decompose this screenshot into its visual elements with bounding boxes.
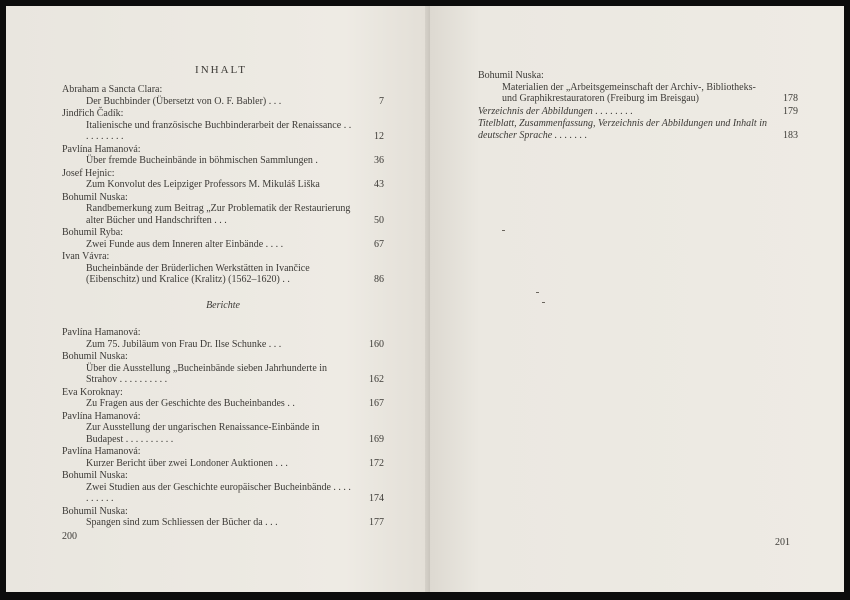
toc-title: [478, 106, 768, 118]
toc-page-number: 177: [369, 517, 384, 528]
toc-title: [86, 179, 354, 191]
toc-title-text: Zu Fragen aus der Geschichte des Bucheinbandes: [86, 398, 285, 409]
toc-title-text: Der Buchbinder (Übersetzt von O. F. Babler): [86, 95, 267, 107]
toc-title-text: Titelblatt, Zusammenfassung, Verzeichnis der Abbildungen und Inhalt in deutscher Sprache: [478, 118, 767, 141]
toc-author: Bohumil Ryba:: [62, 227, 123, 238]
toc-title-line: [62, 203, 384, 226]
toc-page-number: 162: [369, 374, 384, 385]
toc-title: [86, 155, 354, 167]
toc-page-number: 172: [369, 457, 384, 469]
toc-title-text: Randbemerkung zum Beitrag „Zur Problematik der Restaurierung alter Bücher und Handschriften: [86, 203, 351, 226]
toc-title-line: [62, 458, 384, 470]
toc-page-number: 36: [374, 155, 384, 166]
toc-page-number: 160: [369, 338, 384, 350]
toc-title-line: [62, 363, 384, 386]
toc-author: Bohumil Nuska:: [62, 351, 128, 362]
toc-title: [86, 482, 354, 505]
toc-leader-dots: . . . .: [263, 238, 284, 250]
toc-title-line: [62, 179, 384, 191]
toc-entry: [62, 387, 384, 410]
toc-leader-dots: . . . . . . . . . .: [86, 119, 352, 142]
toc-title-line: [62, 482, 384, 505]
toc-leader-dots: . . . . . . . .: [592, 105, 633, 117]
toc-title: [86, 458, 354, 470]
toc-author: Bohumil Nuska:: [62, 470, 128, 481]
toc-entry: [62, 144, 384, 167]
toc-entry: [478, 70, 798, 105]
toc-title-text: Verzeichnis der Abbildungen: [478, 105, 593, 117]
toc-title-line: [62, 263, 384, 286]
toc-title-line: [62, 155, 384, 167]
toc-title-text: Über die Ausstellung „Bucheinbände sieben Jahrhunderte in Strahov: [86, 362, 328, 385]
toc-entry: [62, 168, 384, 191]
toc-page-number: 167: [369, 398, 384, 409]
toc-page-number: 178: [783, 93, 798, 104]
toc-page-number: 12: [374, 131, 384, 142]
toc-leader-dots: . . .: [211, 214, 227, 226]
toc-author: Pavlína Hamanová:: [62, 446, 141, 457]
toc-title: [86, 120, 354, 143]
toc-author: Bohumil Nuska:: [62, 505, 128, 517]
toc-entry: [62, 351, 384, 386]
toc-title-text: Bucheinbände der Brüderlichen Werkstätten in Ivančice (Eibenschitz) und Kralice (Kralitz) (1562–1620): [86, 262, 310, 285]
toc-leader-dots: . . . . . . .: [552, 129, 588, 141]
toc-title-line: [62, 96, 384, 108]
toc-entry: [62, 327, 384, 350]
toc-author: Jindřich Čadík:: [62, 108, 124, 119]
toc-leader-dots: . . .: [266, 95, 282, 107]
toc-leader-dots: . . . . . . . . . .: [123, 433, 174, 445]
contents-list: [62, 84, 384, 530]
toc-author: Pavlína Hamanová:: [62, 143, 141, 155]
toc-leader-dots: . . .: [266, 338, 282, 350]
toc-title-line: [62, 239, 384, 251]
toc-entry: [62, 192, 384, 227]
toc-page-number: 179: [783, 105, 798, 117]
toc-author: Pavlína Hamanová:: [62, 327, 141, 338]
toc-page-number: 169: [369, 433, 384, 445]
toc-author: Abraham a Sancta Clara:: [62, 84, 163, 95]
page-number-left: 200: [62, 531, 77, 542]
toc-entry: [62, 506, 384, 529]
toc-page-number: 67: [374, 238, 384, 250]
toc-title-line: [62, 422, 384, 445]
toc-title-text: Zur Ausstellung der ungarischen Renaissance-Einbände in Budapest: [86, 422, 320, 445]
toc-author: Bohumil Nuska:: [478, 70, 544, 81]
toc-entry: [62, 446, 384, 469]
left-page: [6, 6, 430, 592]
toc-entry: [62, 84, 384, 107]
toc-entry: [62, 470, 384, 505]
toc-author: Josef Hejnic:: [62, 167, 115, 179]
toc-title: [86, 263, 354, 286]
berichte-entries: [62, 327, 384, 529]
toc-page-number: 86: [374, 274, 384, 285]
toc-title-text: Materialien der „Arbeitsgemeinschaft der Archiv-, Bibliotheks- und Graphikrestauratoren (Freiburg im Breisgau): [502, 81, 756, 104]
toc-leader-dots: . . .: [262, 517, 278, 528]
toc-page-number: 50: [374, 214, 384, 226]
toc-leader-dots: . .: [279, 274, 290, 285]
toc-page-number: 183: [783, 129, 798, 141]
toc-title-line: [62, 339, 384, 351]
toc-leader-dots: .: [312, 155, 318, 166]
paper-speck: [536, 292, 539, 293]
contents-heading: INHALT: [195, 64, 247, 76]
paper-speck: [502, 230, 505, 231]
toc-title: [86, 96, 354, 108]
toc-title: [86, 363, 354, 386]
toc-entry: [62, 108, 384, 143]
toc-title-text: Zum Konvolut des Leipziger Professors M. Mikuláš Liška: [86, 179, 320, 190]
toc-entry: [62, 411, 384, 446]
toc-title-text: Zwei Funde aus dem Inneren alter Einbände: [86, 238, 264, 250]
page-number-right: 201: [775, 537, 790, 548]
toc-page-number: 7: [379, 95, 384, 107]
right-page: [430, 6, 844, 592]
toc-page-number: 43: [374, 179, 384, 190]
toc-leader-dots: . . .: [272, 457, 288, 469]
toc-author: Ivan Vávra:: [62, 251, 110, 262]
toc-title-text: Zum 75. Jubiläum von Frau Dr. Ilse Schunke: [86, 338, 267, 350]
toc-title-line: [62, 120, 384, 143]
toc-entry: [62, 227, 384, 250]
section-title-berichte: Berichte: [206, 299, 240, 311]
toc-author: Bohumil Nuska:: [62, 191, 128, 203]
paper-speck: [542, 302, 545, 303]
toc-entry: [478, 118, 798, 141]
toc-title-text: Kurzer Bericht über zwei Londoner Auktionen: [86, 457, 273, 469]
toc-title-line: [62, 517, 384, 529]
toc-page-number: 174: [369, 493, 384, 504]
toc-title-text: Spangen sind zum Schliessen der Bücher da: [86, 517, 263, 528]
toc-leader-dots: . . . . . . . . . .: [117, 374, 168, 385]
toc-title-text: Zwei Studien aus der Geschichte europäischer Bucheinbände: [86, 481, 331, 493]
toc-title-line: [62, 398, 384, 410]
toc-entry: [62, 251, 384, 286]
toc-title: [478, 118, 768, 141]
contents-list-continued: [478, 70, 798, 142]
toc-author: Eva Koroknay:: [62, 386, 123, 398]
toc-leader-dots: . . . . . . . . . .: [86, 481, 351, 504]
toc-title-line: [478, 82, 798, 105]
toc-title: [86, 239, 354, 251]
toc-title: [86, 517, 354, 529]
toc-leader-dots: . .: [284, 398, 295, 409]
toc-author: Pavlína Hamanová:: [62, 410, 141, 422]
toc-title: [502, 82, 768, 105]
toc-title-line: [478, 106, 798, 118]
main-entries: [62, 84, 384, 286]
toc-title: [86, 398, 354, 410]
toc-title: [86, 339, 354, 351]
toc-title-text: Italienische und französische Buchbinderarbeit der Renaissance: [86, 119, 342, 131]
toc-title-text: Über fremde Bucheinbände in böhmischen Sammlungen: [86, 155, 313, 166]
toc-title-line: [478, 118, 798, 141]
toc-title: [86, 203, 354, 226]
toc-entry: [478, 106, 798, 118]
toc-title: [86, 422, 354, 445]
